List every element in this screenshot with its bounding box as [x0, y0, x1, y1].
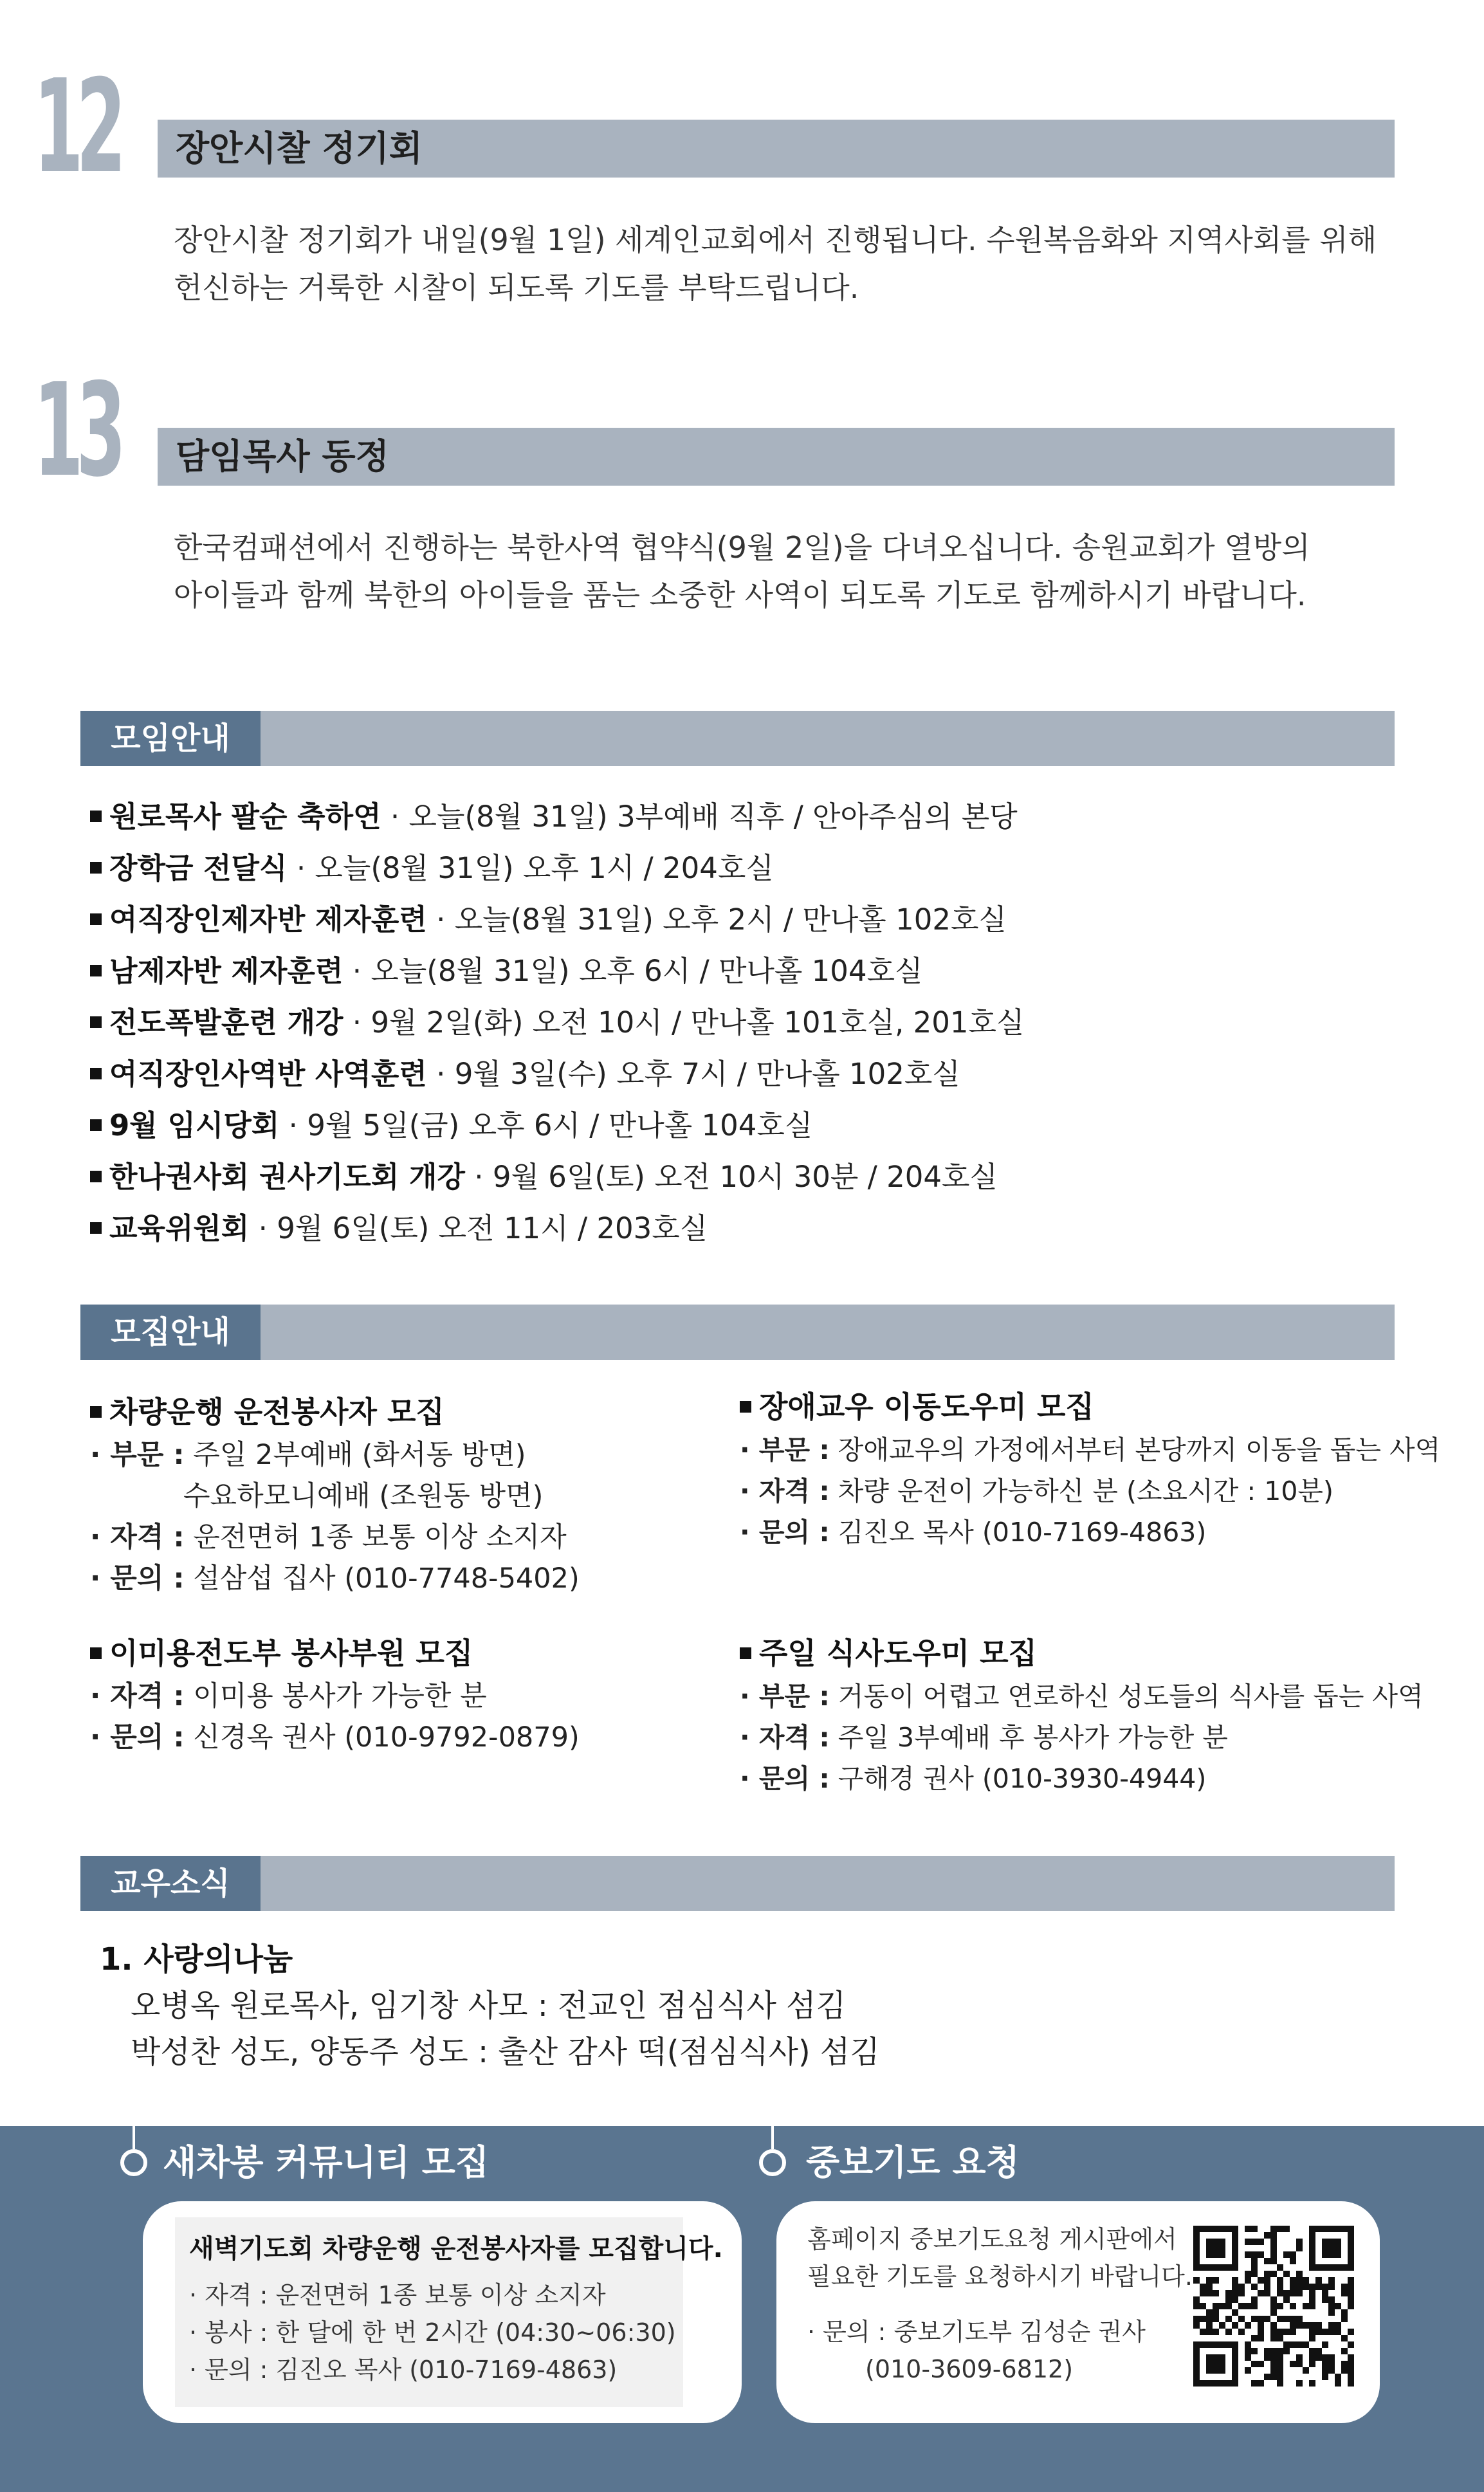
- card-line: · 자격 : 운전면허 1종 보통 이상 소지자: [189, 2281, 606, 2309]
- meeting-detail: · 9월 2일(화) 오전 10시 / 만나홀 101호실, 201호실: [352, 1005, 1025, 1040]
- recruit-block: [740, 1384, 1441, 1553]
- card-text: [807, 2221, 1193, 2388]
- list-item: [90, 894, 1024, 946]
- list-item: [90, 1203, 1024, 1254]
- card-line: 필요한 기도를 요청하시기 바랍니다.: [807, 2262, 1193, 2291]
- bullet-square-icon: [90, 1171, 102, 1182]
- item-number-13: 13: [33, 356, 119, 506]
- section-label: 모임안내: [80, 711, 261, 766]
- item-body-line: 한국컴패션에서 진행하는 북한사역 협약식(9월 2일)을 다녀오십니다. 송원교회가 열방의: [174, 530, 1310, 565]
- list-item: [90, 1151, 1024, 1203]
- recruit-row: · 자격 : 주일 3부예배 후 봉사가 가능한 분: [740, 1722, 1228, 1753]
- card-title: 새벽기도회 차량운행 운전봉사자를 모집합니다.: [189, 2234, 723, 2264]
- section-label: 모집안내: [80, 1305, 261, 1360]
- meeting-detail: · 9월 5일(금) 오후 6시 / 만나홀 104호실: [288, 1108, 813, 1142]
- recruit-row: · 자격 : 차량 운전이 가능하신 분 (소요시간 : 10분): [740, 1476, 1334, 1507]
- card-line: · 문의 : 김진오 목사 (010-7169-4863): [189, 2356, 618, 2384]
- section-bar-recruit: [80, 1305, 1395, 1360]
- recruit-block: [90, 1389, 733, 1599]
- footer-card-left: [143, 2201, 742, 2423]
- item-body: [174, 524, 1396, 619]
- item-body: [174, 216, 1396, 311]
- bullet-square-icon: [90, 1222, 102, 1234]
- item-body-line: 헌신하는 거룩한 시찰이 되도록 기도를 부탁드립니다.: [174, 270, 859, 305]
- recruit-row: · 부문 : 거동이 어렵고 연로하신 성도들의 식사를 돕는 사역: [740, 1681, 1424, 1712]
- list-item: [90, 843, 1024, 894]
- card-line: (010-3609-6812): [865, 2355, 1074, 2383]
- list-item: [90, 791, 1024, 843]
- recruit-row: · 문의 : 구해경 권사 (010-3930-4944): [740, 1763, 1207, 1794]
- meeting-name: 여직장인제자반 제자훈련: [109, 902, 427, 937]
- meeting-name: 전도폭발훈련 개강: [109, 1005, 344, 1040]
- bullet-square-icon: [90, 1068, 102, 1079]
- section-label: 교우소식: [80, 1856, 261, 1911]
- bullet-square-icon: [90, 811, 102, 822]
- connector-line: [771, 2126, 774, 2149]
- recruit-row: · 문의 : 신경옥 권사 (010-9792-0879): [90, 1721, 580, 1754]
- item-title-bar: [158, 428, 1395, 486]
- recruit-title: 이미용전도부 봉사부원 모집: [90, 1631, 733, 1676]
- news-line: 박성찬 성도, 양동주 성도 : 출산 감사 떡(점심식사) 섬김: [131, 2034, 880, 2070]
- bullet-square-icon: [740, 1647, 751, 1659]
- recruit-row: · 문의 : 설삼섭 집사 (010-7748-5402): [90, 1562, 580, 1595]
- card-line: · 봉사 : 한 달에 한 번 2시간 (04:30~06:30): [189, 2318, 676, 2347]
- meeting-name: 남제자반 제자훈련: [109, 954, 344, 988]
- recruit-block: [90, 1631, 733, 1758]
- card-line: 홈페이지 중보기도요청 게시판에서: [807, 2225, 1177, 2253]
- meeting-detail: · 오늘(8월 31일) 3부예배 직후 / 안아주심의 본당: [390, 800, 1018, 834]
- bullet-square-icon: [90, 1406, 102, 1418]
- card-line: · 문의 : 중보기도부 김성순 권사: [807, 2318, 1146, 2346]
- meeting-name: 한나권사회 권사기도회 개강: [109, 1160, 465, 1194]
- recruit-row: · 자격 : 운전면허 1종 보통 이상 소지자: [90, 1521, 567, 1553]
- item-body-line: 아이들과 함께 북한의 아이들을 품는 소중한 사역이 되도록 기도로 함께하시기 바랍니다.: [174, 578, 1306, 612]
- item-number-12: 12: [33, 52, 119, 202]
- item-title: 담임목사 동정: [176, 436, 389, 477]
- footer-heading-right: 중보기도 요청: [806, 2142, 1020, 2183]
- footer-heading-left: 새차봉 커뮤니티 모집: [163, 2142, 490, 2183]
- recruit-row: 수요하모니예배 (조원동 방면): [183, 1480, 544, 1512]
- list-item: [90, 997, 1024, 1049]
- recruit-row: · 자격 : 이미용 봉사가 가능한 분: [90, 1680, 487, 1712]
- card-text: [189, 2230, 723, 2388]
- list-item: [90, 1100, 1024, 1151]
- recruit-row: · 문의 : 김진오 목사 (010-7169-4863): [740, 1517, 1207, 1548]
- meeting-name: 교육위원회: [109, 1211, 250, 1245]
- recruit-row: · 부문 : 주일 2부예배 (화서동 방면): [90, 1439, 526, 1471]
- circle-marker-icon: [120, 2149, 147, 2176]
- footer-card-right: [776, 2201, 1380, 2423]
- bullet-square-icon: [90, 1016, 102, 1028]
- meeting-detail: · 9월 6일(토) 오전 11시 / 203호실: [258, 1211, 708, 1245]
- list-item: [90, 946, 1024, 997]
- meeting-name: 9월 임시당회: [109, 1108, 280, 1142]
- footer-panel: [0, 2126, 1484, 2492]
- section-bar-news: [80, 1856, 1395, 1911]
- meeting-detail: · 9월 3일(수) 오후 7시 / 만나홀 102호실: [436, 1057, 960, 1091]
- meeting-name: 장학금 전달식: [109, 851, 288, 885]
- recruit-title: 장애교우 이동도우미 모집: [740, 1384, 1415, 1429]
- item-title: 장안시찰 정기회: [176, 128, 423, 169]
- meeting-detail: · 오늘(8월 31일) 오후 1시 / 204호실: [296, 851, 774, 885]
- recruit-title: 주일 식사도우미 모집: [740, 1631, 1415, 1676]
- meeting-detail: · 오늘(8월 31일) 오후 6시 / 만나홀 104호실: [352, 954, 923, 988]
- recruit-block: [740, 1631, 1424, 1799]
- item-body-line: 장안시찰 정기회가 내일(9월 1일) 세계인교회에서 진행됩니다. 수원복음화와 지역사회를 위해: [174, 223, 1377, 257]
- news-block: [100, 1936, 880, 2075]
- news-title: 1. 사랑의나눔: [100, 1941, 293, 1977]
- list-item: [90, 1049, 1024, 1100]
- bullet-square-icon: [90, 862, 102, 874]
- bullet-square-icon: [740, 1401, 751, 1413]
- meeting-detail: · 9월 6일(토) 오전 10시 30분 / 204호실: [474, 1160, 998, 1194]
- bullet-square-icon: [90, 965, 102, 976]
- meeting-detail: · 오늘(8월 31일) 오후 2시 / 만나홀 102호실: [436, 902, 1007, 937]
- news-line: 오병옥 원로목사, 임기창 사모 : 전교인 점심식사 섬김: [131, 1988, 846, 2024]
- meeting-list: [90, 791, 1024, 1254]
- section-bar-meetings: [80, 711, 1395, 766]
- qr-code-icon[interactable]: [1193, 2226, 1354, 2387]
- meeting-name: 여직장인사역반 사역훈련: [109, 1057, 427, 1091]
- bullet-square-icon: [90, 1119, 102, 1131]
- item-title-bar: [158, 120, 1395, 178]
- recruit-title: 차량운행 운전봉사자 모집: [90, 1389, 733, 1434]
- circle-marker-icon: [759, 2149, 786, 2176]
- meeting-name: 원로목사 팔순 축하연: [109, 800, 381, 834]
- connector-line: [133, 2126, 135, 2149]
- bullet-square-icon: [90, 913, 102, 925]
- bullet-square-icon: [90, 1647, 102, 1659]
- recruit-row: · 부문 : 장애교우의 가정에서부터 본당까지 이동을 돕는 사역: [740, 1434, 1441, 1465]
